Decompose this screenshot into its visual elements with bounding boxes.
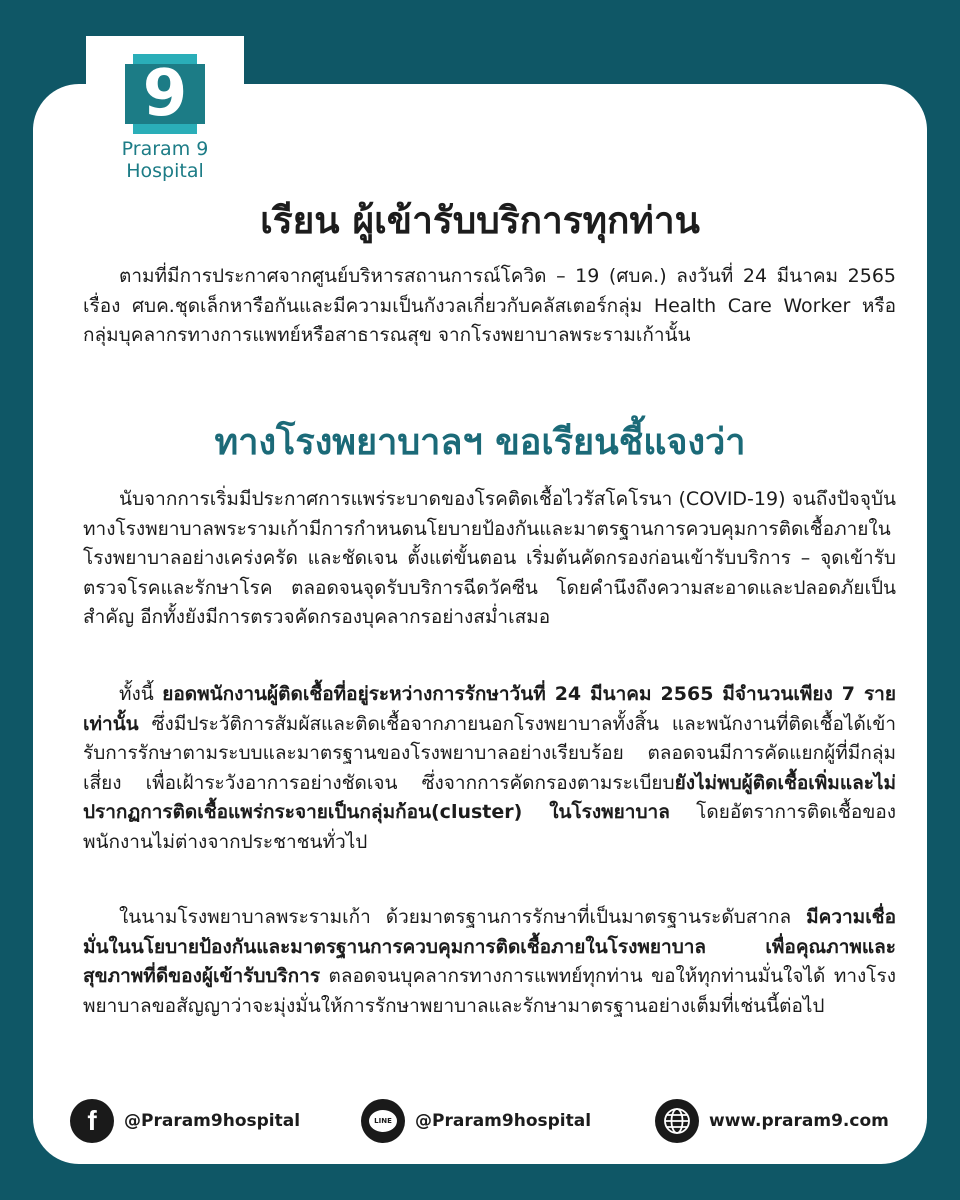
paragraph-3-text-2: ตลอดจนบุคลากรทางการแพทย์ทุกท่าน ขอให้ทุกท่านมั่นใจได้ ทางโรงพยาบาลขอสัญญาว่าจะมุ่งมั่นให้การรักษาพยาบาลและรักษามาตรฐานอย่างเต็มที่เช่นนี้ต่อไป [83,965,896,1017]
logo-name-line2: Hospital [126,160,204,182]
paragraph-2-bold-2: ยังไม่พบผู้ติดเชื้อเพิ่มและไม่ปรากฏการติดเชื้อแพร่กระจายเป็นกลุ่มก้อน(cluster) ในโรงพยาบาล [83,771,896,823]
logo-number: 9 [142,57,188,131]
paragraph-2 [83,680,896,857]
footer-contacts [0,1098,960,1144]
facebook-link[interactable] [70,1098,300,1144]
line-link[interactable] [361,1098,591,1144]
globe-icon [655,1099,699,1143]
paragraph-3 [83,903,896,1021]
page-title: เรียน ผู้เข้ารับบริการทุกท่าน [260,199,700,242]
logo-mark-icon [125,54,205,134]
paragraph-3-bold-1: มีความเชื่อมั่นในนโยบายป้องกันและมาตรฐานการควบคุมการติดเชื้อภายในโรงพยาบาล เพื่อคุณภาพและสุขภาพที่ดีของผู้เข้ารับบริการ [83,906,896,987]
paragraph-2-text-2: ซึ่งมีประวัติการสัมผัสและติดเชื้อจากภายนอกโรงพยาบาลทั้งสิ้น และพนักงานที่ติดเชื้อได้เข้ารับการรักษาตามระบบและมาตรฐานของโรงพยาบาลอย่างเรียบร้อย ตลอดจนมีการคัดแยกผู้ที่มีกลุ่มเสี่ยง เพื่อเฝ้าระวังอาการอย่างชัดเจน ซึ่งจากการคัดกรองตามระเบียบ [83,712,896,794]
website-url: www.praram9.com [709,1111,889,1131]
subheading: ทางโรงพยาบาลฯ ขอเรียนชี้แจงว่า [214,422,746,463]
facebook-handle: @Praram9hospital [124,1111,301,1131]
logo-name [122,138,209,182]
paragraph-3-text-1: ในนามโรงพยาบาลพระรามเก้า ด้วยมาตรฐานการรักษาที่เป็นมาตรฐานระดับสากล [119,906,807,928]
facebook-icon: f [70,1099,114,1143]
line-handle: @Praram9hospital [415,1111,592,1131]
logo-name-line1: Praram 9 [121,138,209,160]
line-icon: LINE [361,1099,405,1143]
hospital-logo [86,36,244,216]
paragraph-2-text-1: ทั้งนี้ [119,683,163,705]
paragraph-1: นับจากการเริ่มมีประกาศการแพร่ระบาดของโรคติดเชื้อไวรัสโคโรนา (COVID-19) จนถึงปัจจุบัน ทางโรงพยาบาลพระรามเก้ามีการกำหนดนโยบายป้องกันและมาตรฐานการควบคุมการติดเชื้อภายในโรงพยาบาลอย่างเคร่งครัด และชัดเจน ตั้งแต่ขั้นตอน เริ่มต้นคัดกรองก่อนเข้ารับบริการ – จุดเข้ารับตรวจโรคและรักษาโรค ตลอดจนจุดรับบริการฉีดวัคซีน โดยคำนึงถึงความสะอาดและปลอดภัยเป็นสำคัญ อีกทั้งยังมีการตรวจคัดกรองบุคลากรอย่างสม่ำเสมอ [83,488,896,628]
website-link[interactable] [655,1098,889,1144]
intro-paragraph: ตามที่มีการประกาศจากศูนย์บริหารสถานการณ์โควิด – 19 (ศบค.) ลงวันที่ 24 มีนาคม 2565 เรื่อง ศบค.ชุดเล็กหารือกันและมีความเป็นกังวลเกี่ยวกับคลัสเตอร์กลุ่ม Health Care Worker หรือกลุ่มบุคลากรทางการแพทย์หรือสาธารณสุข จากโรงพยาบาลพระรามเก้านั้น [83,265,896,346]
paragraph-2-bold-1: ยอดพนักงานผู้ติดเชื้อที่อยู่ระหว่างการรักษาวันที่ 24 มีนาคม 2565 มีจำนวนเพียง 7 รายเท่านั้น [83,683,896,735]
paragraph-2-text-3: โดยอัตราการติดเชื้อของพนักงานไม่ต่างจากประชาชนทั่วไป [83,801,897,853]
